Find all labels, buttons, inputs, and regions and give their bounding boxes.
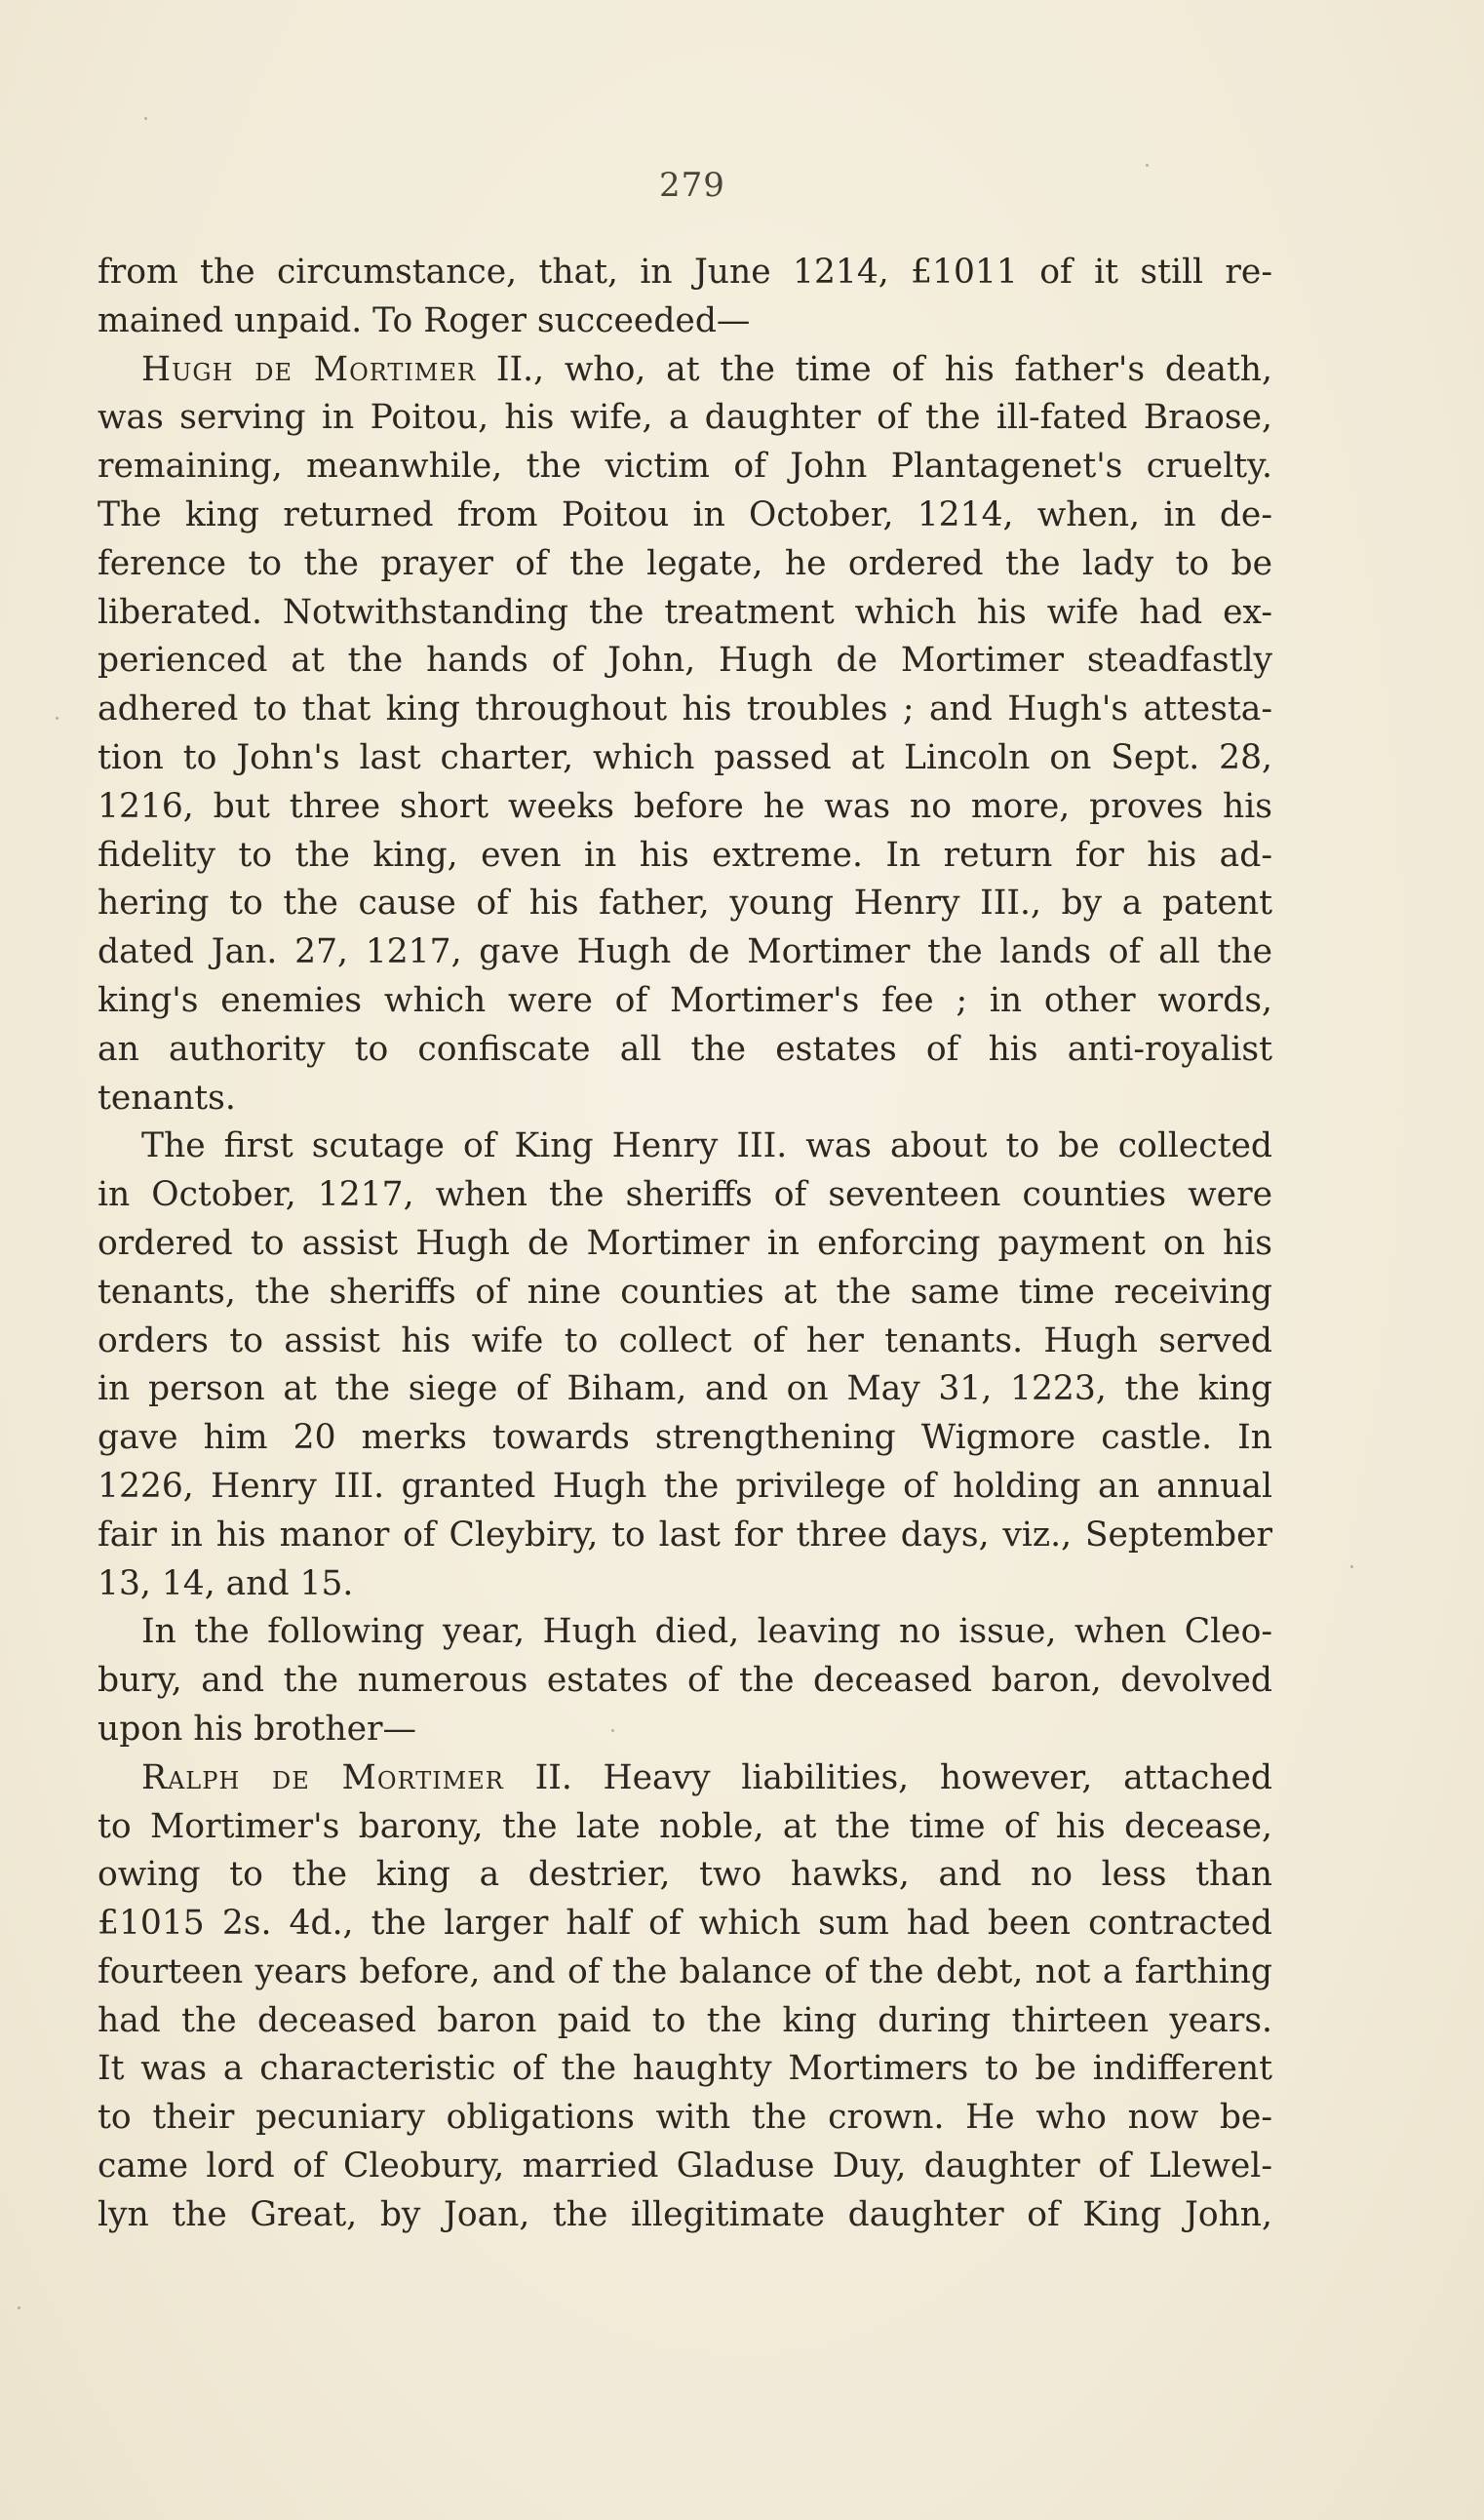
person-name: Hugh de Mortimer [141, 349, 477, 389]
text-line: In the following year, Hugh died, leaving no issue, when Cleo- [141, 1612, 1272, 1652]
text-line: The first scutage of King Henry III. was about to be collected [141, 1126, 1272, 1166]
text-line: owing to the king a destrier, two hawks, and no less than [98, 1855, 1272, 1895]
text-line: to Mortimer's barony, the late noble, at the time of his decease, [98, 1806, 1272, 1846]
text-line: The king returned from Poitou in October, 1214, when, in de- [98, 494, 1272, 534]
text-line: tenants. [98, 1078, 236, 1118]
text-line: upon his brother— [98, 1709, 417, 1749]
text-line: had the deceased baron paid to the king during thirteen years. [98, 2000, 1272, 2040]
text-line: fidelity to the king, even in his extreme. In return for his ad- [98, 835, 1272, 875]
text-line: £1015 2s. 4d., the larger half of which sum had been contracted [98, 1904, 1272, 1944]
text-line: Hugh de Mortimer II., who, at the time of his father's death, [141, 349, 1272, 389]
text-line: ference to the prayer of the legate, he ordered the lady to be [98, 543, 1272, 583]
paper-speck [611, 1729, 614, 1732]
person-name: Ralph de Mortimer [141, 1757, 504, 1797]
text-line: fourteen years before, and of the balance of the debt, not a farthing [98, 1951, 1272, 1991]
text-line: liberated. Notwithstanding the treatment which his wife had ex- [98, 592, 1272, 632]
text-line: mained unpaid. To Roger succeeded— [98, 300, 751, 340]
text-line: gave him 20 merks towards strengthening Wigmore castle. In [98, 1418, 1272, 1458]
text-line: in person at the siege of Biham, and on May 31, 1223, the king [98, 1369, 1272, 1409]
text-line: 13, 14, and 15. [98, 1563, 354, 1603]
page-number: 279 [659, 166, 725, 205]
text-line: tion to John's last charter, which passed at Lincoln on Sept. 28, [98, 737, 1272, 777]
text-line: ordered to assist Hugh de Mortimer in enforcing payment on his [98, 1223, 1272, 1263]
body-text [98, 249, 1272, 2240]
text-line: tenants, the sheriffs of nine counties at the same time receiving [98, 1272, 1272, 1312]
text-line: perienced at the hands of John, Hugh de Mortimer steadfastly [98, 641, 1272, 681]
text-line: adhered to that king throughout his troubles ; and Hugh's attesta- [98, 689, 1272, 729]
text-line: from the circumstance, that, in June 1214, £1011 of it still re- [98, 253, 1272, 292]
text-line: dated Jan. 27, 1217, gave Hugh de Mortimer the lands of all the [98, 932, 1272, 972]
paper-speck [56, 717, 59, 720]
text-line: in October, 1217, when the sheriffs of seventeen counties were [98, 1175, 1272, 1215]
text-line: 1226, Henry III. granted Hugh the privilege of holding an annual [98, 1466, 1272, 1506]
text-line: king's enemies which were of Mortimer's fee ; in other words, [98, 980, 1272, 1020]
paper-speck [1350, 1565, 1353, 1568]
text-line: to their pecuniary obligations with the crown. He who now be- [98, 2098, 1272, 2138]
text-line: an authority to confiscate all the estates of his anti-royalist [98, 1029, 1272, 1069]
text-line: was serving in Poitou, his wife, a daughter of the ill-fated Braose, [98, 398, 1272, 438]
text-line: remaining, meanwhile, the victim of John Plantagenet's cruelty. [98, 447, 1272, 487]
text-line: bury, and the numerous estates of the deceased baron, devolved [98, 1661, 1272, 1701]
text-line: orders to assist his wife to collect of her tenants. Hugh served [98, 1320, 1272, 1360]
text-line: lyn the Great, by Joan, the illegitimate daughter of King John, [98, 2194, 1272, 2234]
text-line: fair in his manor of Cleybiry, to last for three days, viz., September [98, 1515, 1272, 1555]
text-line: It was a characteristic of the haughty Mortimers to be indifferent [98, 2049, 1272, 2089]
text-line: hering to the cause of his father, young Henry III., by a patent [98, 884, 1272, 924]
text-line: Ralph de Mortimer II. Heavy liabilities, however, attached [141, 1757, 1272, 1797]
paper-speck [144, 117, 147, 120]
paper-speck [1146, 164, 1149, 167]
paper-speck [18, 2306, 20, 2309]
text-line: 1216, but three short weeks before he was no more, proves his [98, 786, 1272, 826]
text-line: came lord of Cleobury, married Gladuse Duy, daughter of Llewel- [98, 2146, 1272, 2186]
